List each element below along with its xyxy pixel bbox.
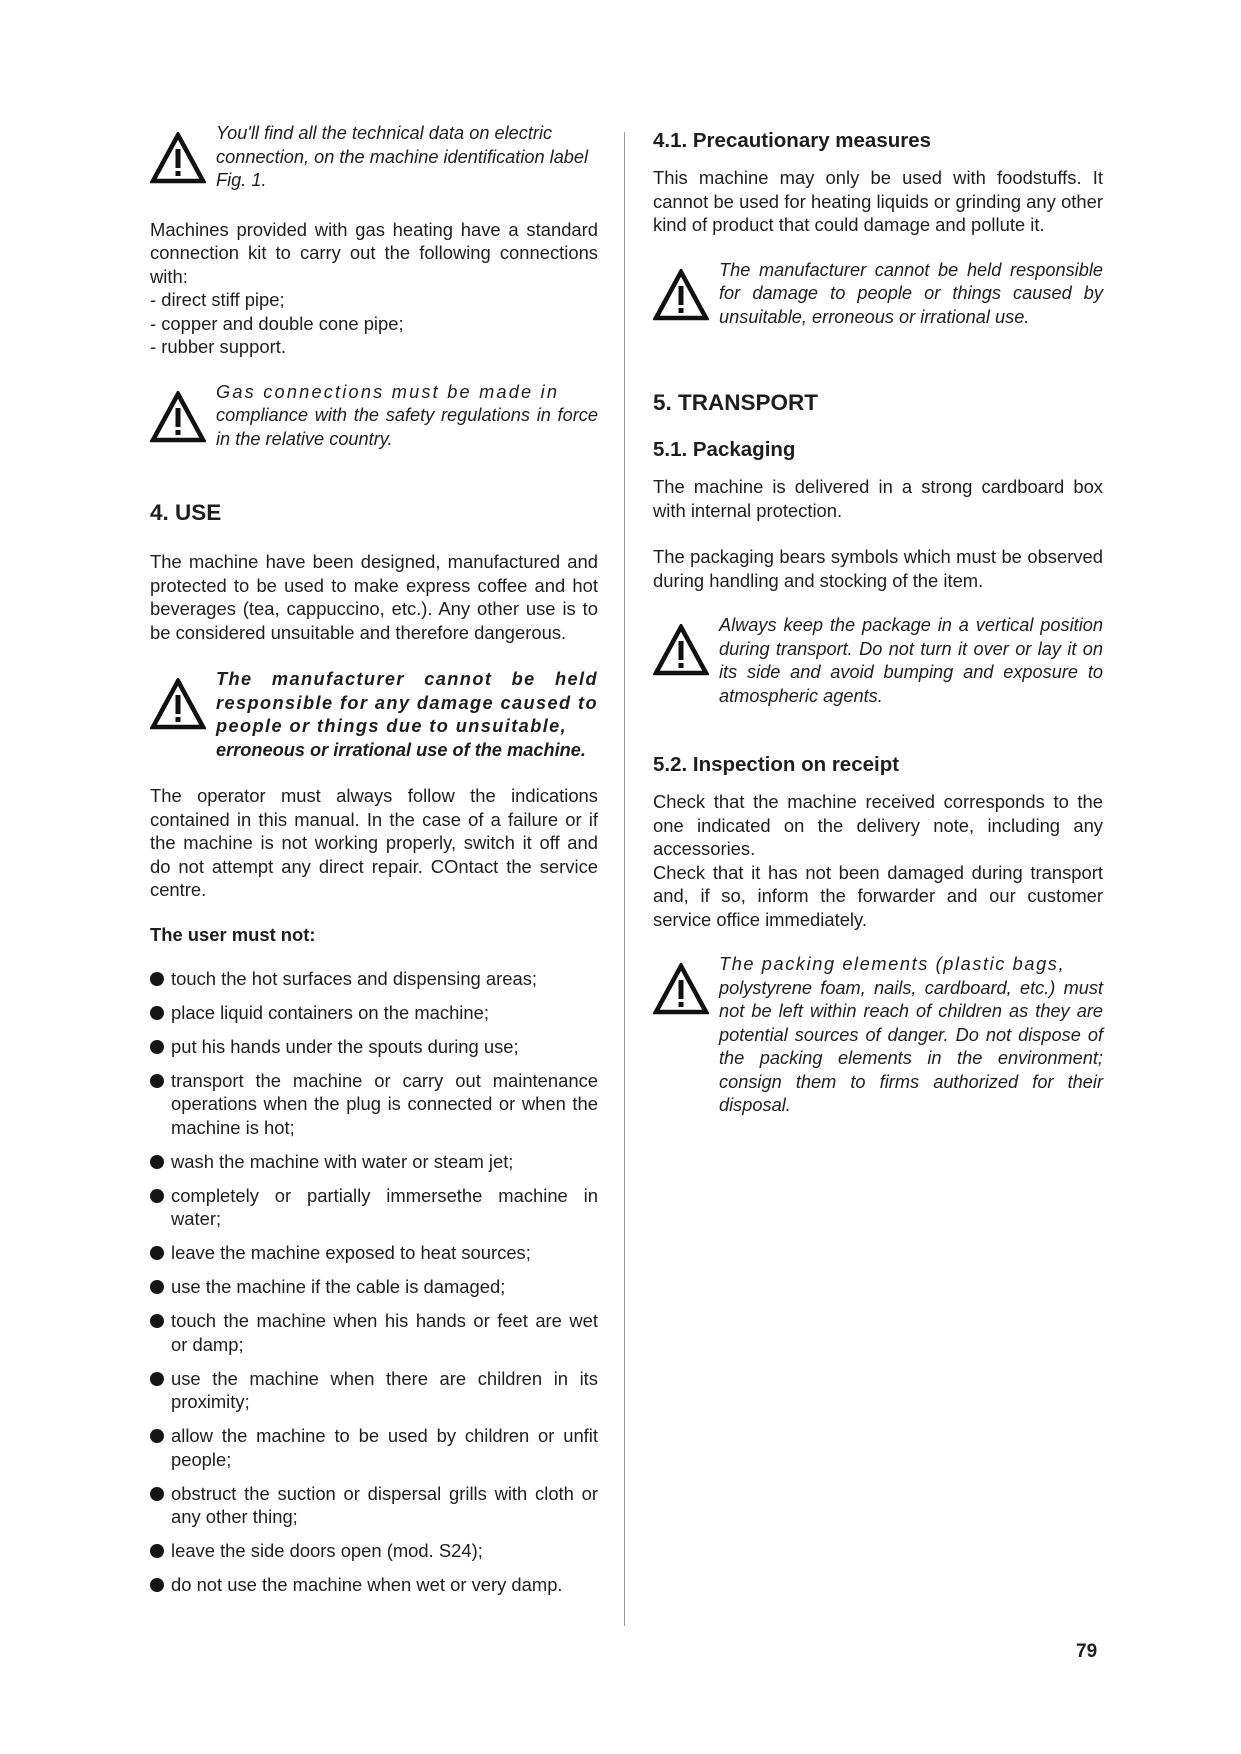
page-number: 79 <box>1076 1641 1098 1662</box>
list-item: touch the machine when his hands or feet are wet or damp; <box>150 1309 598 1356</box>
warning-triangle-icon <box>653 963 709 1015</box>
list-item: put his hands under the spouts during use; <box>150 1035 598 1059</box>
warning-triangle-icon <box>150 678 206 730</box>
user-must-not-heading: The user must not: <box>150 923 316 945</box>
list-item: completely or partially immersethe machine in water; <box>150 1184 598 1231</box>
gas-kit-text: Machines provided with gas heating have a standard connection kit to carry out the following connections with: - direct stiff pipe; - copper and double cone pipe; - rubber support. <box>150 218 598 357</box>
left-column <box>150 122 598 1607</box>
list-item: wash the machine with water or steam jet; <box>150 1150 598 1174</box>
warning-use <box>150 668 598 762</box>
list-item: use the machine when there are children in its proximity; <box>150 1367 598 1414</box>
list-item: transport the machine or carry out maintenance operations when the plug is connected or when the machine is hot; <box>150 1069 598 1140</box>
warning-text: Gas connections must be made in compliance with the safety regulations in force in the relative country. <box>216 381 598 449</box>
warning-text: Always keep the package in a vertical position during transport. Do not turn it over or lay it on its side and avoid bumping and exposure to atmospheric agents. <box>719 615 1103 706</box>
list-item: obstruct the suction or dispersal grills with cloth or any other thing; <box>150 1482 598 1529</box>
gas-kit-item: - rubber support. <box>150 336 286 357</box>
list-item: use the machine if the cable is damaged; <box>150 1275 598 1299</box>
warning-triangle-icon <box>653 269 709 321</box>
column-divider <box>624 132 625 1626</box>
list-item: touch the hot surfaces and dispensing areas; <box>150 967 598 991</box>
packaging-text: The machine is delivered in a strong cardboard box with internal protection. <box>653 476 1103 521</box>
section-heading-inspection: 5.2. Inspection on receipt <box>653 753 900 776</box>
warning-packing-elements <box>653 953 1103 1118</box>
list-item: leave the side doors open (mod. S24); <box>150 1539 598 1563</box>
warning-text: You'll find all the technical data on electric connection, on the machine identification label Fig. 1. <box>216 123 589 190</box>
warning-triangle-icon <box>150 391 206 443</box>
gas-kit-item: - copper and double cone pipe; <box>150 312 404 334</box>
warning-electric-connection <box>150 122 598 193</box>
warning-text: The manufacturer cannot be held responsible for damage to people or things caused by unsuitable, erroneous or irrational use. <box>719 259 1103 327</box>
list-item: do not use the machine when wet or very damp. <box>150 1573 598 1597</box>
precautionary-text: This machine may only be used with foodstuffs. It cannot be used for heating liquids or grinding any other kind of product that could damage and pollute it. <box>653 167 1103 235</box>
warning-text: The manufacturer cannot be held responsible for any damage caused to people or things due to unsuitable, erroneous or irrational use of the machine. <box>216 669 598 760</box>
use-text: The machine have been designed, manufactured and protected to be used to make express coffee and hot beverages (tea, cappuccino, etc.). Any other use is to be considered unsuitable and therefore dangerous. <box>150 551 598 643</box>
list-item: leave the machine exposed to heat sources; <box>150 1241 598 1265</box>
section-heading-precautionary: 4.1. Precautionary measures <box>653 129 932 152</box>
warning-vertical-position <box>653 614 1103 708</box>
inspection-text: Check that the machine received corresponds to the one indicated on the delivery note, including any accessories. Check that it has not been damaged during transport and, if so, inform the forwarder and our customer service office immediately. <box>653 791 1103 930</box>
warning-manufacturer <box>653 259 1103 330</box>
operator-text: The operator must always follow the indications contained in this manual. In the case of a failure or if the machine is not working properly, switch it off and do not attempt any direct repair. COntact the service centre. <box>150 785 598 900</box>
warning-text: The packing elements (plastic bags, polystyrene foam, nails, cardboard, etc.) must not be left within reach of children as they are potential sources of danger. Do not dispose of the packing elements in the environment; consign them to firms authorized for their disposal. <box>719 954 1103 1115</box>
section-heading-use: 4. USE <box>150 500 222 525</box>
user-must-not-list <box>150 967 598 1597</box>
list-item: place liquid containers on the machine; <box>150 1001 598 1025</box>
section-heading-transport: 5. TRANSPORT <box>653 390 819 415</box>
right-column <box>653 128 1103 1141</box>
section-heading-packaging: 5.1. Packaging <box>653 438 796 461</box>
gas-kit-item: - direct stiff pipe; <box>150 289 285 310</box>
warning-triangle-icon <box>653 624 709 676</box>
packaging-symbols-text: The packaging bears symbols which must be observed during handling and stocking of the item. <box>653 546 1103 591</box>
warning-triangle-icon <box>150 132 206 184</box>
list-item: allow the machine to be used by children or unfit people; <box>150 1424 598 1471</box>
warning-gas-connections <box>150 381 598 452</box>
